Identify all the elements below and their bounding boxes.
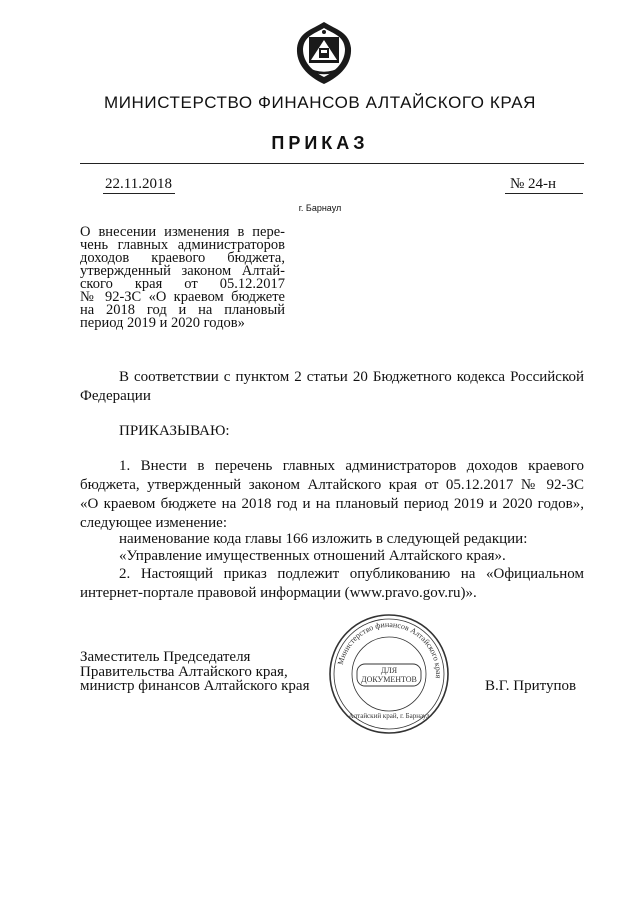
- subject-line: доходов краевого бюджета,: [80, 250, 285, 266]
- preamble-line: Федерации: [80, 388, 151, 404]
- signatory-position: [80, 650, 320, 694]
- position-line: министр финансов Алтайского края: [80, 678, 310, 694]
- order-number: № 24-н: [510, 176, 557, 192]
- signatory-name: В.Г. Притупов: [485, 678, 577, 694]
- position-line: Заместитель Председателя: [80, 649, 251, 665]
- item1-line: бюджета, утвержденный законом Алтайского края от 05.12.2017 № 92-ЗС: [80, 477, 584, 493]
- subject-line: на 2018 год и на плановый: [80, 302, 285, 318]
- subject-line: период 2019 и 2020 годов»: [80, 315, 245, 331]
- stamp-center-line: ДЛЯ: [380, 666, 398, 675]
- number-underline: [505, 193, 583, 194]
- subject-line: утвержденный законом Алтай-: [80, 263, 285, 279]
- document-type-title: ПРИКАЗ: [271, 133, 369, 153]
- ministry-name: МИНИСТЕРСТВО ФИНАНСОВ АЛТАЙСКОГО КРАЯ: [103, 93, 537, 112]
- item1-line: «О краевом бюджете на 2018 год и на плановый период 2019 и 2020 годов»,: [80, 496, 584, 512]
- subject-line: О внесении изменения в пере-: [80, 224, 285, 240]
- date-underline: [103, 193, 175, 194]
- stamp-center-line: ДОКУМЕНТОВ: [361, 675, 417, 684]
- item2-line: 2. Настоящий приказ подлежит опубликованию на «Официальном: [119, 566, 584, 582]
- item1-new-name: «Управление имущественных отношений Алтайского края».: [119, 548, 506, 564]
- stamp-bottom-text: Алтайский край, г. Барнаул: [348, 712, 430, 720]
- order-word: ПРИКАЗЫВАЮ:: [119, 423, 230, 439]
- subject-line: ского края от 05.12.2017: [80, 276, 285, 292]
- city-label: г. Барнаул: [298, 203, 342, 213]
- subject-line: чень главных администраторов: [80, 237, 285, 253]
- header-divider: [80, 163, 584, 164]
- item2-line: интернет-портале правовой информации (www.pravo.gov.ru)».: [80, 585, 477, 601]
- stamp-ring-text: Министерство финансов Алтайского края: [335, 619, 444, 679]
- item1-line: 1. Внести в перечень главных администраторов доходов краевого: [119, 458, 584, 474]
- order-date: 22.11.2018: [105, 176, 172, 192]
- coat-of-arms-emblem: [293, 20, 355, 86]
- item1-line: следующее изменение:: [80, 515, 228, 531]
- official-stamp: [327, 612, 451, 736]
- preamble-line: В соответствии с пунктом 2 статьи 20 Бюджетного кодекса Российской: [119, 369, 584, 385]
- subject-line: № 92-ЗС «О краевом бюджете: [80, 289, 285, 305]
- item1-change: наименование кода главы 166 изложить в следующей редакции:: [119, 531, 528, 547]
- position-line: Правительства Алтайского края,: [80, 663, 288, 680]
